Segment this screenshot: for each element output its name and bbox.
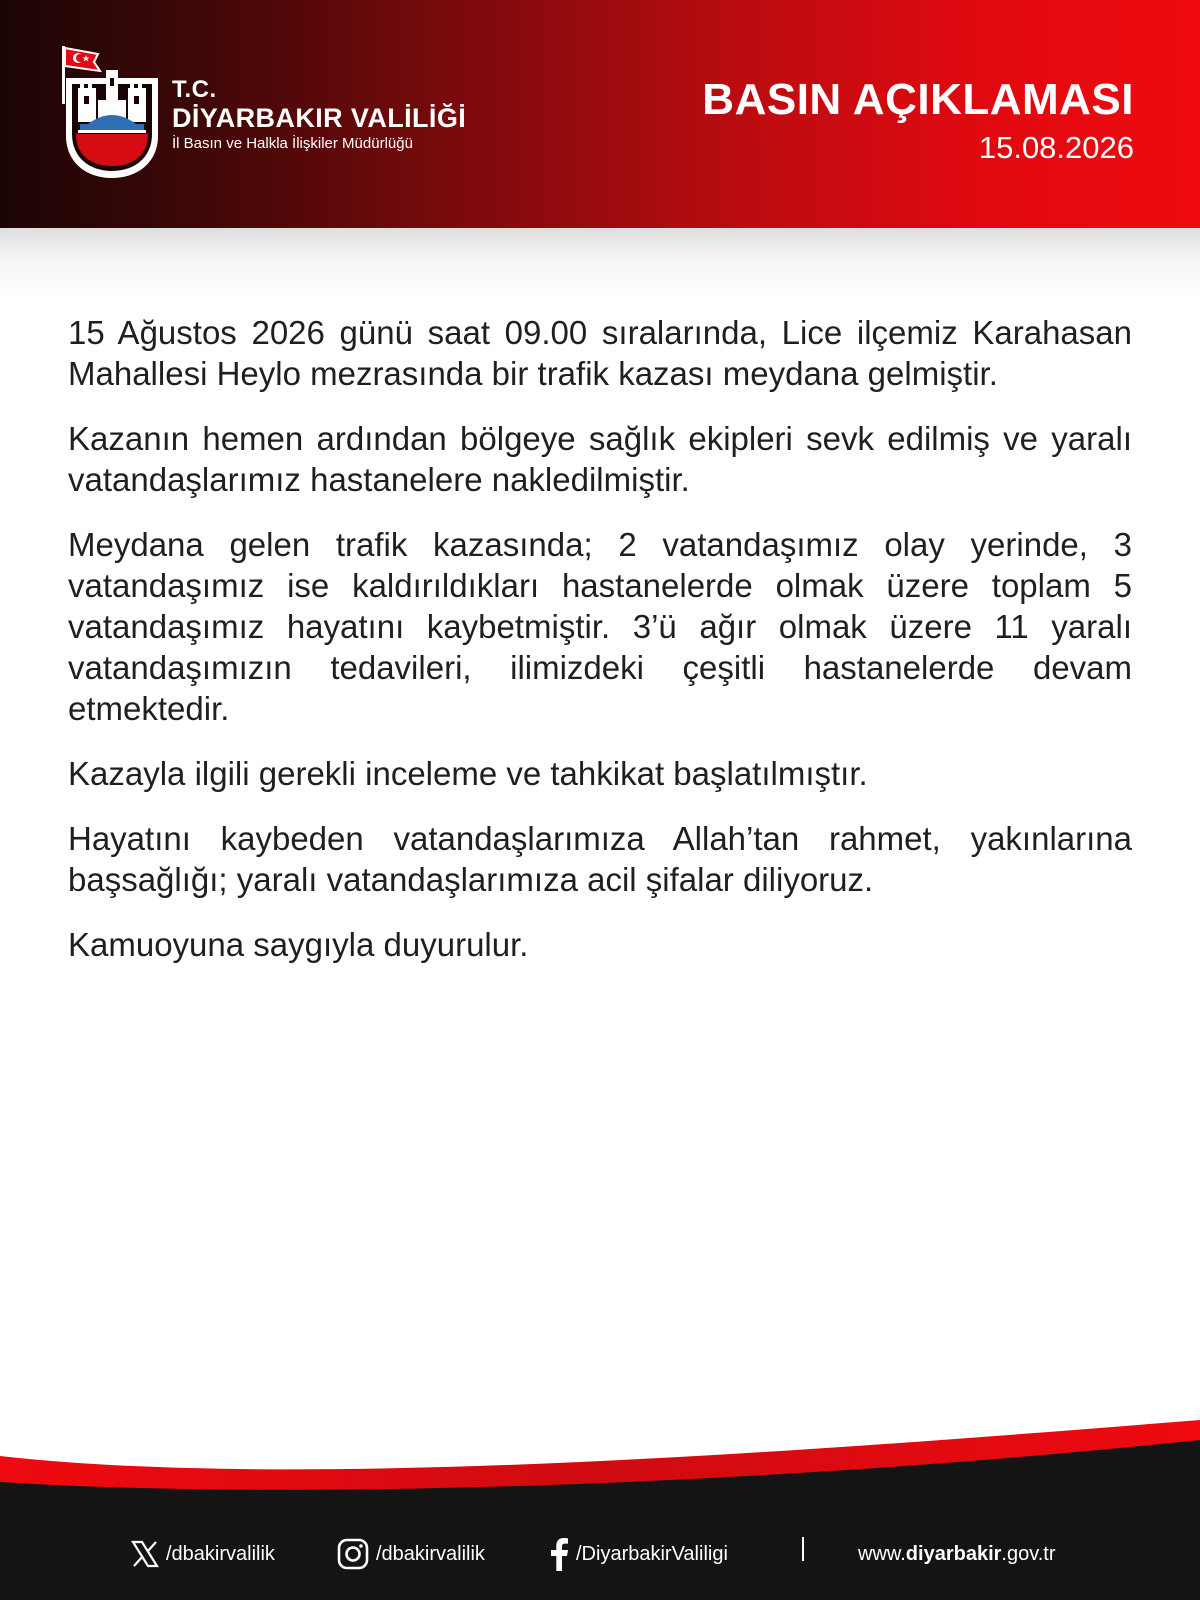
org-name: DİYARBAKIR VALİLİĞİ bbox=[172, 103, 467, 133]
instagram-icon bbox=[336, 1537, 370, 1571]
page-footer bbox=[0, 1508, 1200, 1600]
header-shadow bbox=[0, 228, 1200, 298]
org-tc: T.C. bbox=[172, 76, 217, 103]
paragraph: Kazanın hemen ardından bölgeye sağlık ekipleri sevk edilmiş ve yaralı vatandaşlarımız hastanelere nakledilmiştir. bbox=[68, 420, 1132, 498]
facebook-icon bbox=[548, 1537, 570, 1571]
release-date: 15.08.2026 bbox=[978, 130, 1134, 165]
footer-separator bbox=[802, 1537, 804, 1561]
instagram-link[interactable] bbox=[336, 1508, 485, 1600]
press-release-body bbox=[68, 312, 1132, 989]
facebook-link[interactable] bbox=[548, 1508, 728, 1600]
facebook-handle: /DiyarbakirValiligi bbox=[576, 1542, 728, 1565]
website-domain: diyarbakir bbox=[905, 1542, 1002, 1565]
page-header bbox=[0, 0, 1200, 228]
paragraph: 15 Ağustos 2026 günü saat 09.00 sıralarında, Lice ilçemiz Karahasan Mahallesi Heylo mezrasında bir trafik kazası meydana gelmiştir. bbox=[68, 314, 1132, 392]
paragraph: Kamuoyuna saygıyla duyurulur. bbox=[68, 926, 529, 963]
x-icon bbox=[130, 1539, 160, 1569]
paragraph: Meydana gelen trafik kazasında; 2 vatandaşımız olay yerinde, 3 vatandaşımız ise kaldırıldıkları hastanelerde olmak üzere toplam 5 vatandaşımız hayatını kaybetmiştir. 3’ü ağır olmak üzere 11 yaralı vatandaşımızın tedavileri, ilimizdeki çeşitli hastanelerde devam etmektedir. bbox=[68, 526, 1132, 727]
website-prefix: www. bbox=[858, 1542, 906, 1565]
x-handle: /dbakirvalilik bbox=[166, 1542, 275, 1565]
release-block bbox=[702, 74, 1134, 168]
organization-block bbox=[172, 78, 466, 154]
instagram-handle: /dbakirvalilik bbox=[376, 1542, 485, 1565]
paragraph: Kazayla ilgili gerekli inceleme ve tahkikat başlatılmıştır. bbox=[68, 755, 868, 792]
footer-wave bbox=[0, 1412, 1200, 1512]
website-link[interactable] bbox=[858, 1508, 1056, 1600]
release-title: BASIN AÇIKLAMASI bbox=[702, 75, 1134, 124]
website-suffix: .gov.tr bbox=[1001, 1542, 1056, 1565]
diyarbakir-governorship-logo bbox=[58, 44, 168, 184]
org-subtitle: İl Basın ve Halkla İlişkiler Müdürlüğü bbox=[172, 135, 413, 152]
x-link[interactable] bbox=[130, 1508, 275, 1600]
paragraph: Hayatını kaybeden vatandaşlarımıza Allah’tan rahmet, yakınlarına başsağlığı; yaralı vatandaşlarımıza acil şifalar diliyoruz. bbox=[68, 820, 1132, 898]
